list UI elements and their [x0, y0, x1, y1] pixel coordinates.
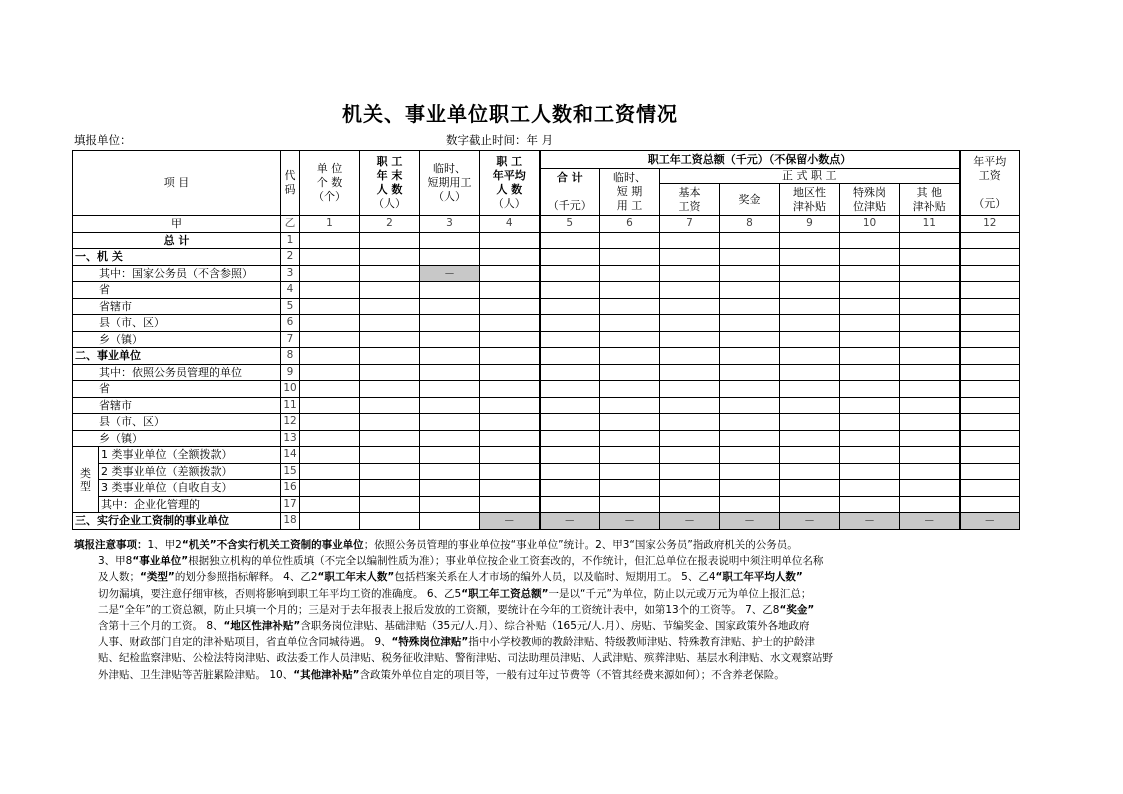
table-row: 2 类事业单位（差额拨款） 15	[73, 463, 1020, 480]
header-avg-staff: 职 工 年平均 人 数 （人）	[480, 151, 540, 216]
header-base-wage: 基本 工资	[660, 184, 720, 216]
table-row: 县（市、区） 12	[73, 414, 1020, 431]
header-unit-count: 单 位 个 数 （个）	[300, 151, 360, 216]
na-cell: －	[960, 513, 1020, 530]
na-cell: －	[480, 513, 540, 530]
table-row: 省 10	[73, 381, 1020, 398]
page-title: 机关、事业单位职工人数和工资情况	[342, 102, 678, 126]
index-row: 甲 乙 1 2 3 4 5 6 7 8 9 10 11 12	[73, 216, 1020, 233]
na-cell: －	[660, 513, 720, 530]
cutoff-date-label: 数字截止时间：年 月	[446, 133, 554, 147]
table-row: 其中：依照公务员管理的单位 9	[73, 364, 1020, 381]
na-cell: －	[420, 265, 480, 282]
na-cell: －	[720, 513, 780, 530]
header-special-allowance: 特殊岗 位津贴	[840, 184, 900, 216]
table-row: 一、机 关 2	[73, 249, 1020, 266]
na-cell: －	[600, 513, 660, 530]
na-cell: －	[780, 513, 840, 530]
header-temp-wage: 临时、 短 期 用 工	[600, 169, 660, 216]
header-temp-staff: 临时、 短期用工 （人）	[420, 151, 480, 216]
table-row: 乡（镇） 13	[73, 430, 1020, 447]
table-row: 类 型 1 类事业单位（全额拨款） 14	[73, 447, 1020, 464]
header-wage-total-group: 职工年工资总额（千元）（不保留小数点）	[540, 151, 960, 169]
table-row: 二、事业单位 8	[73, 348, 1020, 365]
table-row: 省辖市 11	[73, 397, 1020, 414]
table-row: 县（市、区） 6	[73, 315, 1020, 332]
table-row: 总 计 1	[73, 232, 1020, 249]
na-cell: －	[900, 513, 960, 530]
header-other-allowance: 其 他 津补贴	[900, 184, 960, 216]
header-avg-wage: 年平均 工资 （元）	[960, 151, 1020, 216]
table-row: 省辖市 5	[73, 298, 1020, 315]
header-year-end: 职 工 年 末 人 数 （人）	[360, 151, 420, 216]
table-row: 乡（镇） 7	[73, 331, 1020, 348]
filing-notes: 填报注意事项：1、甲2“机关”不含实行机关工资制的事业单位；依照公务员管理的事业单位按“事业单位”统计。2、甲3“国家公务员”指政府机关的公务员。 3、甲8“事业单位”根据独立机构的单位性质填（不完全以编制性质为准）；事业单位按企业工资套改的，不作统计，但汇总单位在报表说明中须注明单位名称 及人数；“类型”的划分参照指标解释。 4、乙2“职工年末人数”包括档案关系在人才市场的编外人员，以及临时、短期用工。 5、乙4“职工年平均人数” 切勿漏填，要注意仔细审核，否则将影响到职工年平均工资的准确度。 6、乙5“职工年工资总额”一是以“千元”为单位，防止以元或万元为单位上报汇总； 二是“全年”的工资总额，防止只填一个月的；三是对于去年报表上报后发放的工资额，要统计在今年的工资统计表中，如第13个的工资等。 7、乙8“奖金” 含第十三个月的工资。 8、“地区性津补贴”含职务岗位津贴、基础津贴（35元/人.月）、综合补贴（165元/人.月）、房贴、节编奖金、国家政策外各地政府 人事、财政部门自定的津补贴项目，省直单位含同城待遇。 9、“特殊岗位津贴”指中小学校教师的教龄津贴、特级教师津贴、特殊教育津贴、护士的护龄津 贴、纪检监察津贴、公检法特岗津贴、政法委工作人员津贴、税务征收津贴、警衔津贴、司法助理员津贴、人武津贴、殡葬津贴、基层水利津贴、水文观察站野 外津贴、卫生津贴等苦脏累险津贴。 10、“其他津补贴”含政策外单位自定的项目等，一般有过年过节费等（不管其经费来源如何）；不含养老保险。	[74, 539, 833, 681]
header-item: 项 目	[73, 151, 281, 216]
table-row: 省 4	[73, 282, 1020, 299]
table-row: 三、实行企业工资制的事业单位 18 － － － － － － － － －	[73, 513, 1020, 530]
filing-unit-label: 填报单位：	[74, 133, 132, 147]
header-regional-allowance: 地区性 津补贴	[780, 184, 840, 216]
header-total: 合 计 （千元）	[540, 169, 600, 216]
type-label: 类 型	[73, 447, 99, 513]
header-code: 代码	[281, 151, 300, 216]
table-row: 其中：国家公务员（不含参照） 3 －	[73, 265, 1020, 282]
header-bonus: 奖金	[720, 184, 780, 216]
statistics-table	[72, 150, 1020, 530]
table-row: 其中：企业化管理的 17	[73, 496, 1020, 513]
na-cell: －	[540, 513, 600, 530]
na-cell: －	[840, 513, 900, 530]
header-formal-staff: 正 式 职 工	[660, 169, 960, 184]
table-row: 3 类事业单位（自收自支） 16	[73, 480, 1020, 497]
